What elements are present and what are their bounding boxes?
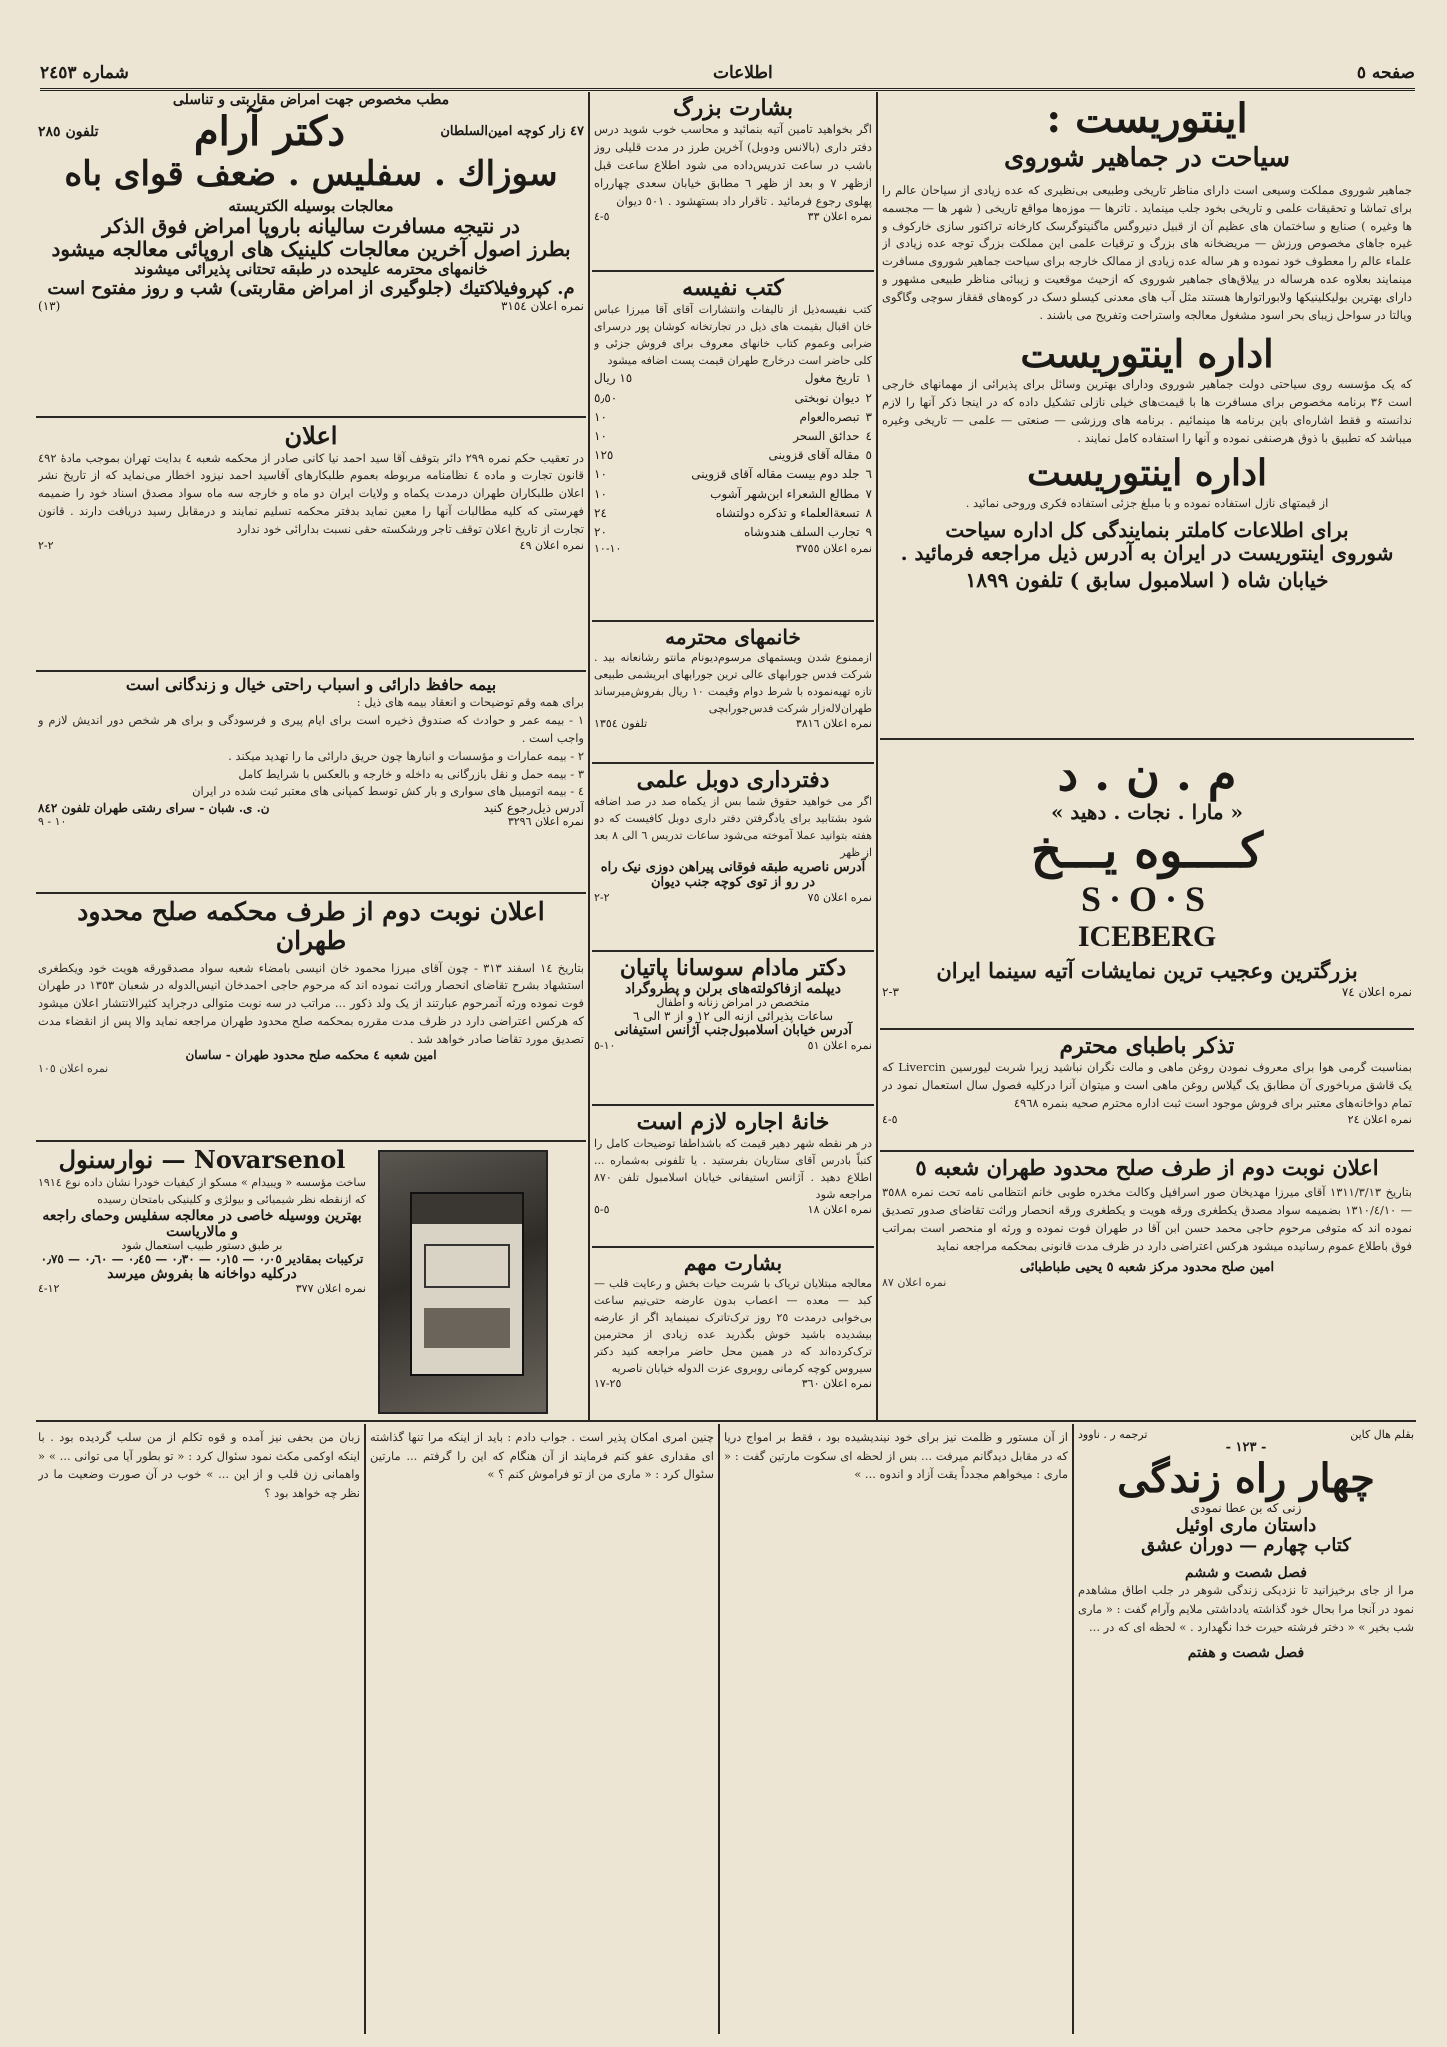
serial-story-col-2: از آن مستور و ظلمت نیز برای خود نیندیشیده بود ، فقط بر امواج دریا که در مقابل دیدگانم میرفت ... بس از لحظه ای سکوت مارتین گفت : « ماری : میخواهم مجدداً یقت آزاد و اندوه ... » <box>724 1430 1068 1482</box>
court-notice-ad-no: نمره اعلان ١٠٥ <box>38 1062 109 1076</box>
sos-title-latin: S·O·S <box>1080 879 1214 920</box>
intourist-info-1: برای اطلاعات کاملتر بنمایندگی کل اداره سیاحت <box>945 517 1349 542</box>
double-entry-tag: ٢-٢ <box>594 891 610 905</box>
books-footer <box>594 542 872 555</box>
book-item-number: ٨ <box>865 505 872 520</box>
book-item <box>594 389 872 408</box>
sosanapatian-title: دکتر مادام سوسانا پاتیان <box>619 956 847 981</box>
serial-number: - ١٢٣ - <box>1225 1440 1267 1455</box>
ladies-body: ازممنوع شدن ویستمهای مرسوم‌دیونام مانتو رشانعانه بید . شرکت فدس جورابهای عالی ترین جورابهای ابریشمی طبیعی تازه تهیه‌نموده با شرط دوام وقیمت ١٠ ریال بفروش‌میرساند طهران‌لاله‌زار شرکت فدس‌جورابچی <box>594 651 872 716</box>
books-ad <box>594 276 872 620</box>
house-rental-ad <box>594 1110 872 1244</box>
novarsenol-body: ساخت مؤسسه « ویبیدام » مسکو از کیفیات خودرا نشان داده نوع ١٩١٤ که ازنقطه نظر شیمیائی و بیولژی و کلینیکی بامتحان رسیده <box>38 1175 366 1206</box>
double-entry-ad-no: نمره اعلان ٧٥ <box>807 891 872 905</box>
novarsenol-tag: ١٢-٤ <box>38 1282 60 1296</box>
important-body: معالجه مبتلایان تریاک با شربت حیات بخش و رعایت قلب — کبد — معده — اعصاب بدون عارضه حتی‌نیم ساعت بی‌خوابی درمدت ٢٥ روز ترک‌تاترک‌ نمینماید اگر از عارضه بیشدیده باشید خوش بگذرید عده زیادی از محترمین ترک‌کرده‌اند که در همین محل حاضر مراجعه کنید دکتر سیروس‌ کوچه کرمانی روبروی عزت الدوله خیابان ناصریه <box>594 1277 872 1376</box>
court-notice-title: اعلان نوبت دوم از طرف محکمه صلح محدود طهران <box>77 898 545 955</box>
serial-chapter-2: فصل شصت و هفتم <box>1187 1645 1305 1662</box>
paper-name: اطلاعات <box>712 63 773 83</box>
novarsenol-package-image <box>378 1150 548 1414</box>
rental-body: در هر نقطه شهر دهیر قیمت که باشداطفا توضیحات کامل را کتباً بادرس آقای ستاریان بفرستید . یا تلفونی به‌شماره ... اطلاع دهید . آژانس استیفانی خیابان اسلامبول تلفن ٨٧٠ مراجعه شود <box>594 1137 872 1202</box>
court-notice-signature: امین شعبه ٤ محکمه صلح محدود طهران - ساسان <box>185 1047 437 1062</box>
court-notice-5 <box>882 1156 1412 1418</box>
announce-ad-no: نمره اعلان ٤٩ <box>519 538 584 552</box>
aram-footer <box>38 299 584 313</box>
section-rule <box>880 738 1414 740</box>
aram-header-row <box>38 108 584 155</box>
insurance-footer <box>38 815 584 828</box>
book-item <box>594 485 872 504</box>
page-label: صفحه ٥ <box>1356 63 1415 83</box>
aram-method: بطرز اصول آخرین معالجات کلینیک های اروپائی معالجه میشود <box>51 237 571 262</box>
important-title: بشارت مهم <box>683 1252 783 1275</box>
announce-body: در تعقیب حکم نمره ٢٩٩ دائر بتوقف آقا سید احمد نیا کانی صادر از محکمه شعبه ٤ بدایت تهران بموجب مادهٔ ٤٩٢ قانون تجارت و ماده ٤ نظامنامه مربوطه بعموم طلبکارهای آقاسید احمد نیزود اخطار می‌نماید که از تاریخ نشر اعلان طلبکاران طهران درمدت یکماه و ولایات ایران دو ماه و خارجه سه ماه سواد مصدق اسناد خود را ضمیمه فهرستی که کلیه مطالبات آنها را معین نماید بدفتر محکمه تسلیم نمایند و درمقابل رسید دریافت دارند . قانون تجارت از تاریخ اعلان توقف تاجر ورشکسته حقی نسبت بدارائی خود ندارد <box>38 450 584 536</box>
books-title: کتب نفیسه <box>682 276 784 301</box>
sosanapatian-address: آدرس خیابان اسلامبول‌جنب آژانس استیفانی <box>614 1022 852 1038</box>
iceberg-title-fa: کــــوه یـــخ <box>1030 822 1264 879</box>
book-item-name: تاریخ مغول <box>804 371 860 386</box>
book-item <box>594 427 872 446</box>
insurance-address-row <box>38 801 584 815</box>
novarsenol-ad <box>38 1146 366 1418</box>
book-item-name: جلد دوم بیست مقاله آقای قزوینی <box>691 467 860 482</box>
book-item-number: ٢ <box>865 390 872 405</box>
book-item-name: تسعةالعلماء و تذکره دولتشاه <box>715 505 860 520</box>
section-rule <box>592 270 874 272</box>
sosanapatian-line1: دیپلمه ازفاکولته‌های برلن و پطروگراد <box>625 981 841 998</box>
aram-ad-no: نمره اعلان ٣١٥٤ <box>500 299 584 314</box>
section-rule <box>592 950 874 952</box>
novarsenol-footer <box>38 1282 366 1295</box>
book-item-price: ١٠ <box>594 429 607 444</box>
important-ad-no: نمره اعلان ٣٦٠ <box>801 1377 872 1391</box>
basharat-body: اگر بخواهید تامین آتیه بنمائید و محاسب خوب شوید درس دفتر داری (بالانس ودوبل) آخرین طرز در مدت قلیلی روز باشب در ساعت تدریس‌داده می شود اطلاع ساعت قبل ازظهر ٧ و بعد از ظهر ٦ مطابق خیابان سعدی چهارراه پهلوی رجوع فرمائید . تاقرار داد بستهشود . ٥٠١ دیوان <box>594 122 872 208</box>
serial-story-col-1 <box>1078 1428 1414 2032</box>
book-item-price: ٥٫٥٠ <box>594 390 618 405</box>
book-item-number: ٤ <box>865 429 872 444</box>
section-rule <box>880 1150 1414 1152</box>
important-footer <box>594 1377 872 1390</box>
section-rule <box>36 892 586 894</box>
book-item-name: مقاله آقای قزوینی <box>768 448 860 463</box>
insurance-list <box>38 712 584 801</box>
livercin-title: تذکر باطبای محترم <box>1059 1034 1235 1059</box>
sosanapatian-ad-no: نمره اعلان ٥١ <box>807 1038 872 1052</box>
issue-label: شماره ٢٤٥٣ <box>40 63 129 83</box>
sosanapatian-footer <box>594 1039 872 1052</box>
intourist-office-body: که یک مؤسسه روی سیاحتی دولت جماهیر شوروی ودارای بهترین وسائل برای پذیرائی از مهمانهای خارجی است ۳۶ برنامه مخصوص برای مسافرت ها با قیمت‌های خیلی نازلی تشکیل داده که در اینجا ذکر آنها را لازم ندانسته و فقط اشاره‌ای باین برنامه ها مینمائیم . برنامه های ورزشی — صنعتی — علمی — تاریخی وغیره میباشد که تطبیق با ذوق هرصنفی نموده و آنها را استفاده کامل نمایند . <box>882 377 1412 445</box>
books-tag: ١٠-١٠ <box>594 542 622 556</box>
book-item <box>594 504 872 523</box>
insurance-intro: برای همه وقم توضیحات و انعقاد بیمه های ذیل : <box>356 695 584 710</box>
section-rule <box>592 1104 874 1106</box>
book-item <box>594 523 872 542</box>
court-notice-5-signature: امین صلح محدود مرکز شعبه ٥ یحیی طباطبائی <box>1019 1260 1275 1276</box>
sos-title-fa: م . ن . د <box>1057 748 1237 801</box>
section-rule <box>36 1140 586 1142</box>
novarsenol-sale: درکلیه دواخانه ها بفروش میرسد <box>107 1266 297 1283</box>
bankruptcy-announcement <box>38 422 584 668</box>
column-rule <box>876 92 878 1420</box>
aram-tag: (١٣) <box>38 299 61 314</box>
rental-ad-no: نمره اعلان ١٨ <box>807 1203 872 1217</box>
insurance-item: ١ - بیمه عمر و حوادث که صندوق ذخیره است برای ایام پیری و فرسودگی و برای هر شخص دور اندیش لازم و واجب است . <box>38 713 584 746</box>
serial-book: داستان ماری اوئیل <box>1175 1514 1317 1536</box>
column-rule <box>718 1424 720 2034</box>
section-rule <box>880 1028 1414 1030</box>
sosanapatian-tag: ١٠-٥ <box>594 1038 616 1052</box>
court-notice-body: بتاریخ ١٤ اسفند ٣١٣ - چون آقای میرزا محمود خان انیسی بامضاء شعبه سواد مصدقورقه هویت خود ویکطغری استشهاد بشرح تقاضای انحصار وراثت نموده اند که مرحوم حاجی احمدخان انیس‌الدوله در شعبان ١٣٥٣ در طهران فوت نموده ورثه آنمرحوم عبارتند از یک ولد ذکور ... مراتب در سه نوبت متوالی درجراید کثیرالانتشار اعلان میشود که هرکس اعتراضی دارد در ظرف مدت مقرره بمحکمه صلح محدود طهران مراجعه نماید والا پس از انقضاء مدت تصدیق مورد تقاضا صادر خواهد شد . <box>38 960 584 1046</box>
court-notice-5-body: بتاریخ ١٣١١/٣/١٣ آقای میرزا مهدیخان صور اسرافیل وکالت مخدره طوبی خانم انتظامی نامه تحت نمره ٣٥٨٨ — ١٣١٠/٤/١٠ بضمیمه سواد مصدق یکطغری ورقه هویت و یکطغری ورقه انحصار وراثت تقاضای صدور تصدیق نموده اند که متوفی مرحوم حاجی محمد حسن ابن آقا در طهران فوت نموده و ورثه او منحصر است بمراتب فوق باطلاع عموم رسانیده میشود هرکس اعتراضی دارد در ظرف مدت قانونی بمحکمه مراجعه نماید <box>882 1185 1412 1253</box>
serial-subtitle: زنی که بن عطا نمودی <box>1190 1500 1302 1515</box>
book-item-name: حدائق السحر <box>793 429 860 444</box>
books-list <box>594 369 872 542</box>
serial-author: بقلم هال کاین <box>1350 1428 1414 1441</box>
section-rule <box>592 762 874 764</box>
book-item-name: تجارب السلف هندوشاه <box>743 524 860 539</box>
rental-tag: ٥-٥ <box>594 1203 610 1217</box>
insurance-address: ن. ی. شبان - سرای رشتی طهران تلفون ٨٤٢ <box>38 801 270 816</box>
serial-story-col-3: چنین امری امکان ‌پذیر است . جواب دادم : باید از اینکه مرا تنها گذاشته ای مقداری عفو کنم فرمایند از آن هنگام که این را گرفتم ... مارتین سئوال کرد : « ماری من از تو فراموش کنم ؟ » <box>370 1430 714 1482</box>
aram-diseases: سوزاك . سفلیس . ضعف قوای باه <box>64 154 558 195</box>
double-entry-ad <box>594 768 872 948</box>
book-item-price: ١٠ <box>594 486 607 501</box>
intourist-office-body-2: از قیمتهای نازل استفاده نموده و با مبلغ جزئی استفاده فکری وروحی نمائید . <box>965 495 1329 510</box>
bookkeeping-course-ad <box>594 96 872 268</box>
section-rule <box>36 670 586 672</box>
insurance-ad-no: نمره اعلان ٣٢٩٦ <box>507 815 584 829</box>
novarsenol-ad-no: نمره اعلان ٣٧٧ <box>295 1282 366 1296</box>
book-item <box>594 446 872 465</box>
livercin-ad <box>882 1034 1412 1148</box>
announce-title: اعلان <box>284 422 338 450</box>
ladies-footer <box>594 717 872 730</box>
court-notice-5-ad-no: نمره اعلان ٨٧ <box>882 1276 947 1290</box>
livercin-ad-no: نمره اعلان ٢٤ <box>1347 1112 1412 1126</box>
doctor-aram-ad <box>38 92 584 412</box>
section-rule <box>592 1246 874 1248</box>
book-item-number: ١ <box>865 371 872 386</box>
aram-name: دکتر آرام <box>193 108 346 156</box>
livercin-body: بمناسبت گرمی هوا برای معروف نمودن روغن ماهی و مالت نگران نباشید زیرا شربت ليورسين Livercin که یک قاشق مرباخوری آن مطابق یک گیلاس روغن ماهی است و میتوان آنرا درکلیه فصول سال استعمال نمود در تمام دواخانه‌های معتبر برای فروش موجود است ثبت اداره محترم صحیه بنمره ٤٩٦٨ <box>882 1060 1412 1110</box>
aram-phone: تلفون ٢٨٥ <box>38 123 99 140</box>
sosanapatian-line2: متخصص در امراض زنانه و اطفال <box>656 996 810 1010</box>
serial-story-col-4: زبان من بحفی نیز آمده و قوه تکلم از من سلب گردیده بود . با اینکه اوکمی مکث نمود سئوال کرد : « تو بطور آیا می توانی ... » « واهمانی زن قلب و از این ... » خوب در آن صورت وضعیت ما در نظر چه خواهد بود ؟ <box>38 1430 360 1500</box>
insurance-item: ٣ - بیمه حمل و نقل بازرگانی به داخله و خارجه و بالعکس با شرایط کامل <box>238 766 584 781</box>
announce-footer <box>38 539 584 552</box>
book-item <box>594 465 872 484</box>
basharat-title: بشارت بزرگ <box>672 96 794 121</box>
ladies-title: خانمهای محترمه <box>665 626 801 649</box>
book-item-price: ٢٤ <box>594 505 607 520</box>
book-item-number: ٦ <box>865 467 872 482</box>
rental-footer <box>594 1203 872 1216</box>
double-entry-body: اگر می خواهید حقوق شما بس از یکماه صد در صد اضافه شود بشتابید برای یادگرفتن دفتر داری دوبل کافیست که دو هفته بتوانید عملا آموخته می‌شود ساعات تدریس ٦ الی ٨ بعد از ظهر <box>594 795 872 860</box>
medicine-box-icon <box>410 1192 524 1376</box>
announce-tag: ٢-٢ <box>38 538 54 552</box>
sos-footer <box>882 985 1412 999</box>
book-item-price: ١٥ ریال <box>594 371 633 386</box>
novarsenol-components: ترکیبات بمقادیر ٠٫٠٥ — ٠٫١٥ — ٠٫٣٠ — ٠٫٤٥ — ٠٫٦٠ — ٠٫٧٥ <box>40 1251 364 1266</box>
sosanapatian-hours: ساعات پذیرائی ازنه الی ١٢ و از ٣ الی ٦ <box>632 1009 834 1024</box>
rental-title: خانهٔ اجاره لازم است <box>636 1110 830 1135</box>
book-item <box>594 369 872 388</box>
column-rule <box>364 1424 366 2034</box>
book-item-number: ٩ <box>865 524 872 539</box>
sos-ad-no: نمره اعلان ٧٤ <box>1341 985 1412 1000</box>
intourist-ad <box>882 96 1412 736</box>
ladies-stockings-ad <box>594 626 872 760</box>
book-item-name: دیوان نوبختی <box>794 390 860 405</box>
serial-title: چهار راه زندگی <box>1117 1454 1375 1502</box>
sos-tagline: بزرگترین وعجیب ترین نمایشات آتیه سینما ایران <box>936 957 1358 983</box>
livercin-footer <box>882 1113 1412 1126</box>
intourist-office-title-2: اداره اینتوریست <box>1026 452 1268 495</box>
insurance-address-label: آدرس ذیل‌رجوع کنید <box>483 801 584 816</box>
book-item <box>594 408 872 427</box>
ladies-phone: تلفون ١٣٥٤ <box>594 717 648 731</box>
serial-translator: ترجمه ر . ناوود <box>1078 1428 1148 1441</box>
intourist-office-title: اداره اینتوریست <box>1020 331 1274 377</box>
book-item-name: مطالع الشعراء ابن‌شهر آشوب <box>710 486 860 501</box>
section-rule <box>36 1420 1416 1422</box>
book-item-number: ٣ <box>865 409 872 424</box>
serial-text-1: مرا از جای برخیزانید تا نزدیکی زندگی شوهر در جلب اطاق مشاهدم نمود در آنجا مرا بحال خود گذاشته یادداشتی ملایم وآرام گفت : « ماری شب بخیر » « دختر فرشته حیرت خدا نگهدارد . » لحظه ای که در ... <box>1078 1583 1414 1635</box>
book-item-price: ١٠ <box>594 409 607 424</box>
doctor-sosanapatian-ad <box>594 956 872 1102</box>
important-tag: ٢٥-١٧ <box>594 1377 622 1391</box>
court-notice-5-title: اعلان نوبت دوم از طرف صلح محدود طهران شعبه ٥ <box>915 1156 1379 1180</box>
basharat-ad-no: نمره اعلان ٣٣ <box>807 210 872 224</box>
insurance-item: ٤ - بیمه اتومبیل های سواری و بار کش توسط کمپانی های معتبر ثبت شده در ایران <box>192 784 584 799</box>
basharat-tag: ٥-٤ <box>594 210 610 224</box>
aram-ladies: خانمهای محترمه علیحده در طبقه تحتانی پذیرائی میشوند <box>134 260 488 279</box>
double-entry-footer <box>594 891 872 904</box>
insurance-item: ٢ - بیمه عمارات و مؤسسات و انبارها چون حریق دارائی ما را تهدید میکند . <box>228 748 584 763</box>
sos-iceberg-ad <box>882 748 1412 1024</box>
book-item-number: ٥ <box>865 448 872 463</box>
serial-part: کتاب چهارم — دوران عشق <box>1141 1535 1351 1557</box>
serial-chapter-1: فصل شصت و ششم <box>1185 1565 1307 1582</box>
insurance-tag: ١٠ - ٩ <box>38 815 67 829</box>
books-intro: کتب نفیسه‌ذیل از تالیفات وانتشارات آقای آقا میرزا عباس خان اقبال بقیمت های ذیل در تجارتخانه کوشان پور درسرای ضرابی وعموم کتاب خانهای معروف برای فروش جزئی و کلی حاضر است درخارج طهران قیمت پست اضافه میشود <box>594 303 872 368</box>
intourist-body: جماهیر شوروی مملکت وسیعی است دارای مناظر تاریخی وطبیعی بی‌نظیری که عده زیادی از سیاحان عالم را برای تماشا و تحقیقات علمی و تاریخی بخود جلب مینماید . تاترها — موزه‌ها مواقع تاریخی ( شهر ها — مجسمه ها وغیره ) صنایع و ساختمان های عظیم آن از قبیل دنیروگس ماگنیتوگرسک کارخانه تراکتور سازی خارکوف و غیره جاهای مخصوص ورزش — مریضخانه های بزرگ و ترقیات علمی این مملکت بزرگ توجه عده زیادی از علماء عالم را معطوف خود نموده و هر ساله عده زیادی از ممالک خارجه برای سیاحت جماهیر شوروی مسافرت مینمایند بعلاوه عده هرساله در ییلاق‌های جماهیر شوروی که ازحیث موقعیت و زیبائی مناظر طبیعی مشهور و دارای بهترین بولیکلینیکها ولابوراتوارها هستند مثل آب های معدنی کیسلو دسک در کوه‌های قفقاز سوچی وگاگوی ویالتا در سواحل زیبای بحر اسود مشغول معالجه واستراحت وتفریح می باشند . <box>882 182 1412 322</box>
section-rule <box>36 416 586 418</box>
sos-tag: ٣-٢ <box>882 985 899 1000</box>
intourist-address: خیابان شاه ( اسلامبول سابق ) تلفون ۱۸۹۹ <box>965 567 1329 592</box>
novarsenol-title: Novarsenol — نوارسنول <box>58 1146 346 1174</box>
aram-treatment: معالجات بوسیله الکتریسته <box>228 197 394 216</box>
insurance-ad <box>38 676 584 888</box>
sos-slogan: « مارا . نجات . دهید » <box>1050 799 1244 824</box>
double-entry-address: آدرس ناصریه طبقه فوقانی پیراهن دوزی نیک راه در رو از توی کوچه جنب دیوان <box>600 860 866 891</box>
book-item-name: تبصره‌العوام <box>799 409 860 424</box>
section-rule <box>592 620 874 622</box>
intourist-info-2: شوروی اینتوریست در ایران به آدرس ذیل مراجعه فرمائید . <box>900 540 1394 565</box>
column-rule <box>588 92 590 1420</box>
aram-address: ٤٧ زار کوچه امین‌السلطان <box>440 124 584 140</box>
basharat-footer <box>594 210 872 223</box>
aram-top-note: مطب مخصوص جهت امراض مقاربتی و تناسلی <box>172 92 450 108</box>
novarsenol-highlight: بهترین ووسیله خاصی در معالجه سفلیس وحمای راجعه و مالاریاست <box>42 1207 362 1240</box>
ladies-ad-no: نمره اعلان ٣٨١٦ <box>795 717 872 731</box>
aram-prophylaxis: م. کپروفیلاکتیك (جلوگیری از امراض مقاربتی) شب و روز مفتوح است <box>47 277 575 299</box>
book-item-price: ١٢٥ <box>594 448 614 463</box>
book-item-number: ٧ <box>865 486 872 501</box>
court-notice-tehran <box>38 898 584 1132</box>
column-rule <box>1072 1424 1074 2034</box>
livercin-tag: ٥-٤ <box>882 1112 898 1126</box>
intourist-subtitle: سیاحت در جماهیر شوروی <box>1003 143 1291 173</box>
book-item-price: ٢٠ <box>594 524 607 539</box>
books-ad-no: نمره اعلان ٣٧٥٥ <box>795 542 872 556</box>
book-item-price: ١٠ <box>594 467 607 482</box>
double-entry-title: دفترداری دوبل علمی <box>636 768 830 793</box>
intourist-title: اینتوریست : <box>1046 96 1248 142</box>
important-news-ad <box>594 1252 872 1418</box>
aram-travel: در نتیجه مسافرت سالیانه باروپا امراض فوق الذکر <box>102 214 520 239</box>
insurance-title: بیمه حافظ دارائی و اسباب راحتی خیال و زندگانی است <box>125 676 497 694</box>
page-header <box>40 58 1415 91</box>
iceberg-title-latin: ICEBERG <box>1077 920 1217 954</box>
novarsenol-usage: بر طبق دستور طبیب استعمال شود <box>121 1238 283 1252</box>
